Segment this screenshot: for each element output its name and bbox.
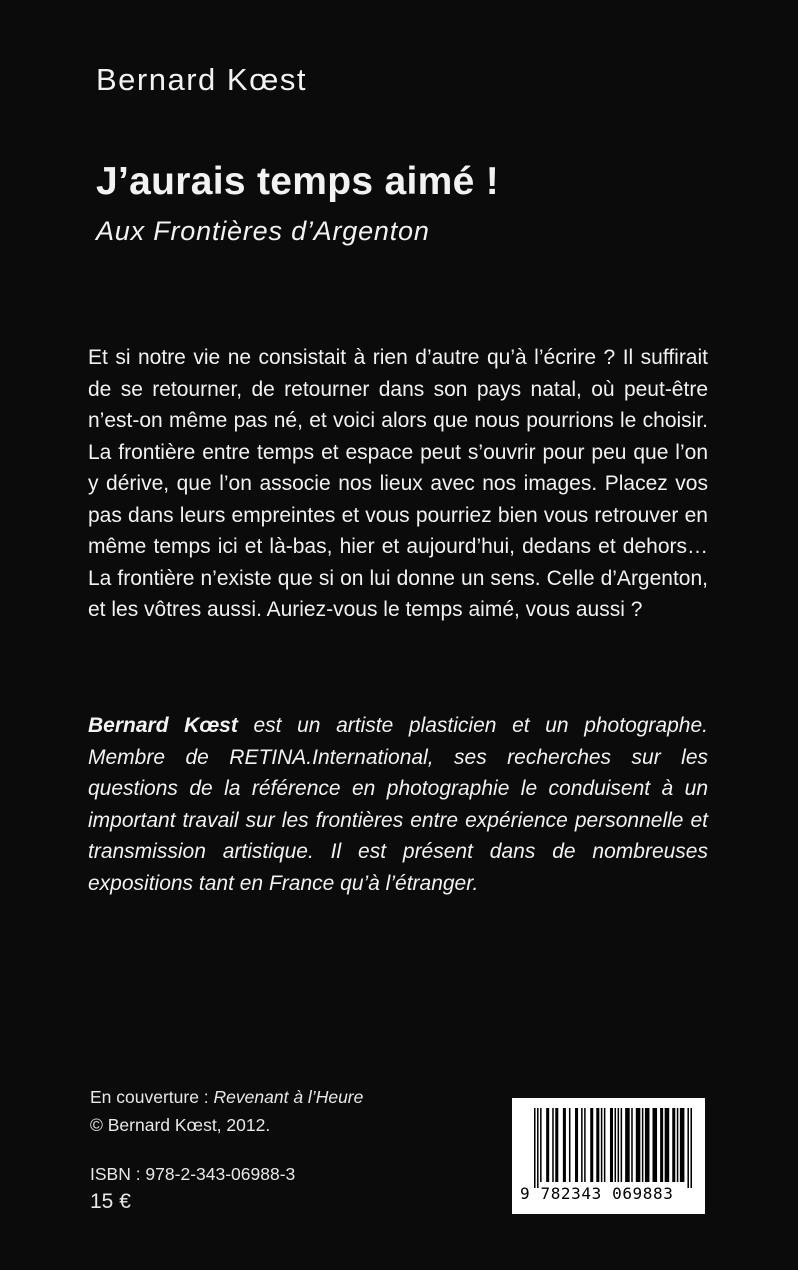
price: 15 € bbox=[90, 1190, 131, 1213]
cover-credit-title: Revenant à l’Heure bbox=[213, 1087, 364, 1107]
author-bio bbox=[88, 710, 708, 899]
book-subtitle: Aux Frontières d’Argenton bbox=[96, 216, 430, 246]
barcode-bar bbox=[601, 1108, 603, 1182]
barcode-bar bbox=[687, 1108, 689, 1188]
copyright: © Bernard Kœst, 2012. bbox=[90, 1115, 271, 1135]
bio-text: est un artiste plasticien et un photographe. Membre de RETINA.International, ses recherches sur les questions de la référence en photographie le conduisent à un important travail sur les frontières entre expérience personnelle et transmission artistique. Il est présent dans de nombreuses expositions tant en France qu’à l’étranger. bbox=[88, 714, 708, 895]
barcode-bar bbox=[677, 1108, 679, 1182]
barcode-bar bbox=[690, 1108, 692, 1188]
blurb-text: Et si notre vie ne consistait à rien d’autre qu’à l’écrire ? Il suffirait de se retourner, de retourner dans son pays natal, où peut-être n’est-on même pas né, et voici alors que nous pourrions le choisir. La frontière entre temps et espace peut s’ouvrir pour peu que l’on y dérive, que l’on associe nos lieux avec nos images. Placez vos pas dans leurs empreintes et vous pourriez bien vous retrouver en même temps ici et là-bas, hier et aujourd’hui, dedans et dehors… La frontière n’existe que si on lui donne un sens. Celle d’Argenton, et les vôtres aussi. Auriez-vous le temps aimé, vous aussi ? bbox=[88, 346, 708, 621]
barcode-bar bbox=[604, 1108, 606, 1182]
author-name: Bernard Kœst bbox=[96, 62, 307, 97]
book-title: J’aurais temps aimé ! bbox=[96, 160, 499, 203]
barcode-bar bbox=[581, 1108, 583, 1182]
barcode-bar bbox=[660, 1108, 663, 1182]
cover-credit bbox=[90, 1083, 363, 1111]
barcode-bar bbox=[625, 1108, 630, 1182]
bio-author-name: Bernard Kœst bbox=[88, 714, 238, 737]
barcode-bar bbox=[665, 1108, 670, 1182]
barcode-bar bbox=[563, 1108, 566, 1182]
isbn: ISBN : 978-2-343-06988-3 bbox=[90, 1164, 296, 1184]
barcode-bar bbox=[555, 1108, 558, 1182]
barcode-bar bbox=[546, 1108, 549, 1182]
cover-credit-label: En couverture : bbox=[90, 1087, 214, 1107]
barcode-number: 9 782343 069883 bbox=[520, 1184, 674, 1203]
barcode-bar bbox=[680, 1108, 685, 1182]
barcode-bar bbox=[552, 1108, 554, 1182]
barcode-bar bbox=[642, 1108, 644, 1182]
barcode-bar bbox=[636, 1108, 641, 1182]
barcode-bar bbox=[584, 1108, 586, 1182]
barcode-bar bbox=[534, 1108, 536, 1188]
barcode-bar bbox=[537, 1108, 539, 1188]
barcode-bar bbox=[575, 1108, 578, 1182]
barcode-bar bbox=[569, 1108, 571, 1182]
barcode bbox=[512, 1098, 705, 1214]
barcode-bar bbox=[590, 1108, 593, 1182]
barcode-bar bbox=[540, 1108, 542, 1182]
barcode-bar bbox=[615, 1108, 617, 1182]
barcode-bars bbox=[534, 1108, 692, 1188]
barcode-bar bbox=[618, 1108, 620, 1182]
barcode-bar bbox=[621, 1108, 623, 1182]
barcode-bar bbox=[653, 1108, 658, 1182]
barcode-bar bbox=[672, 1108, 675, 1182]
barcode-bar bbox=[631, 1108, 633, 1182]
credits bbox=[90, 1083, 363, 1139]
barcode-bar bbox=[610, 1108, 613, 1182]
barcode-bar bbox=[596, 1108, 599, 1182]
barcode-bar bbox=[645, 1108, 650, 1182]
